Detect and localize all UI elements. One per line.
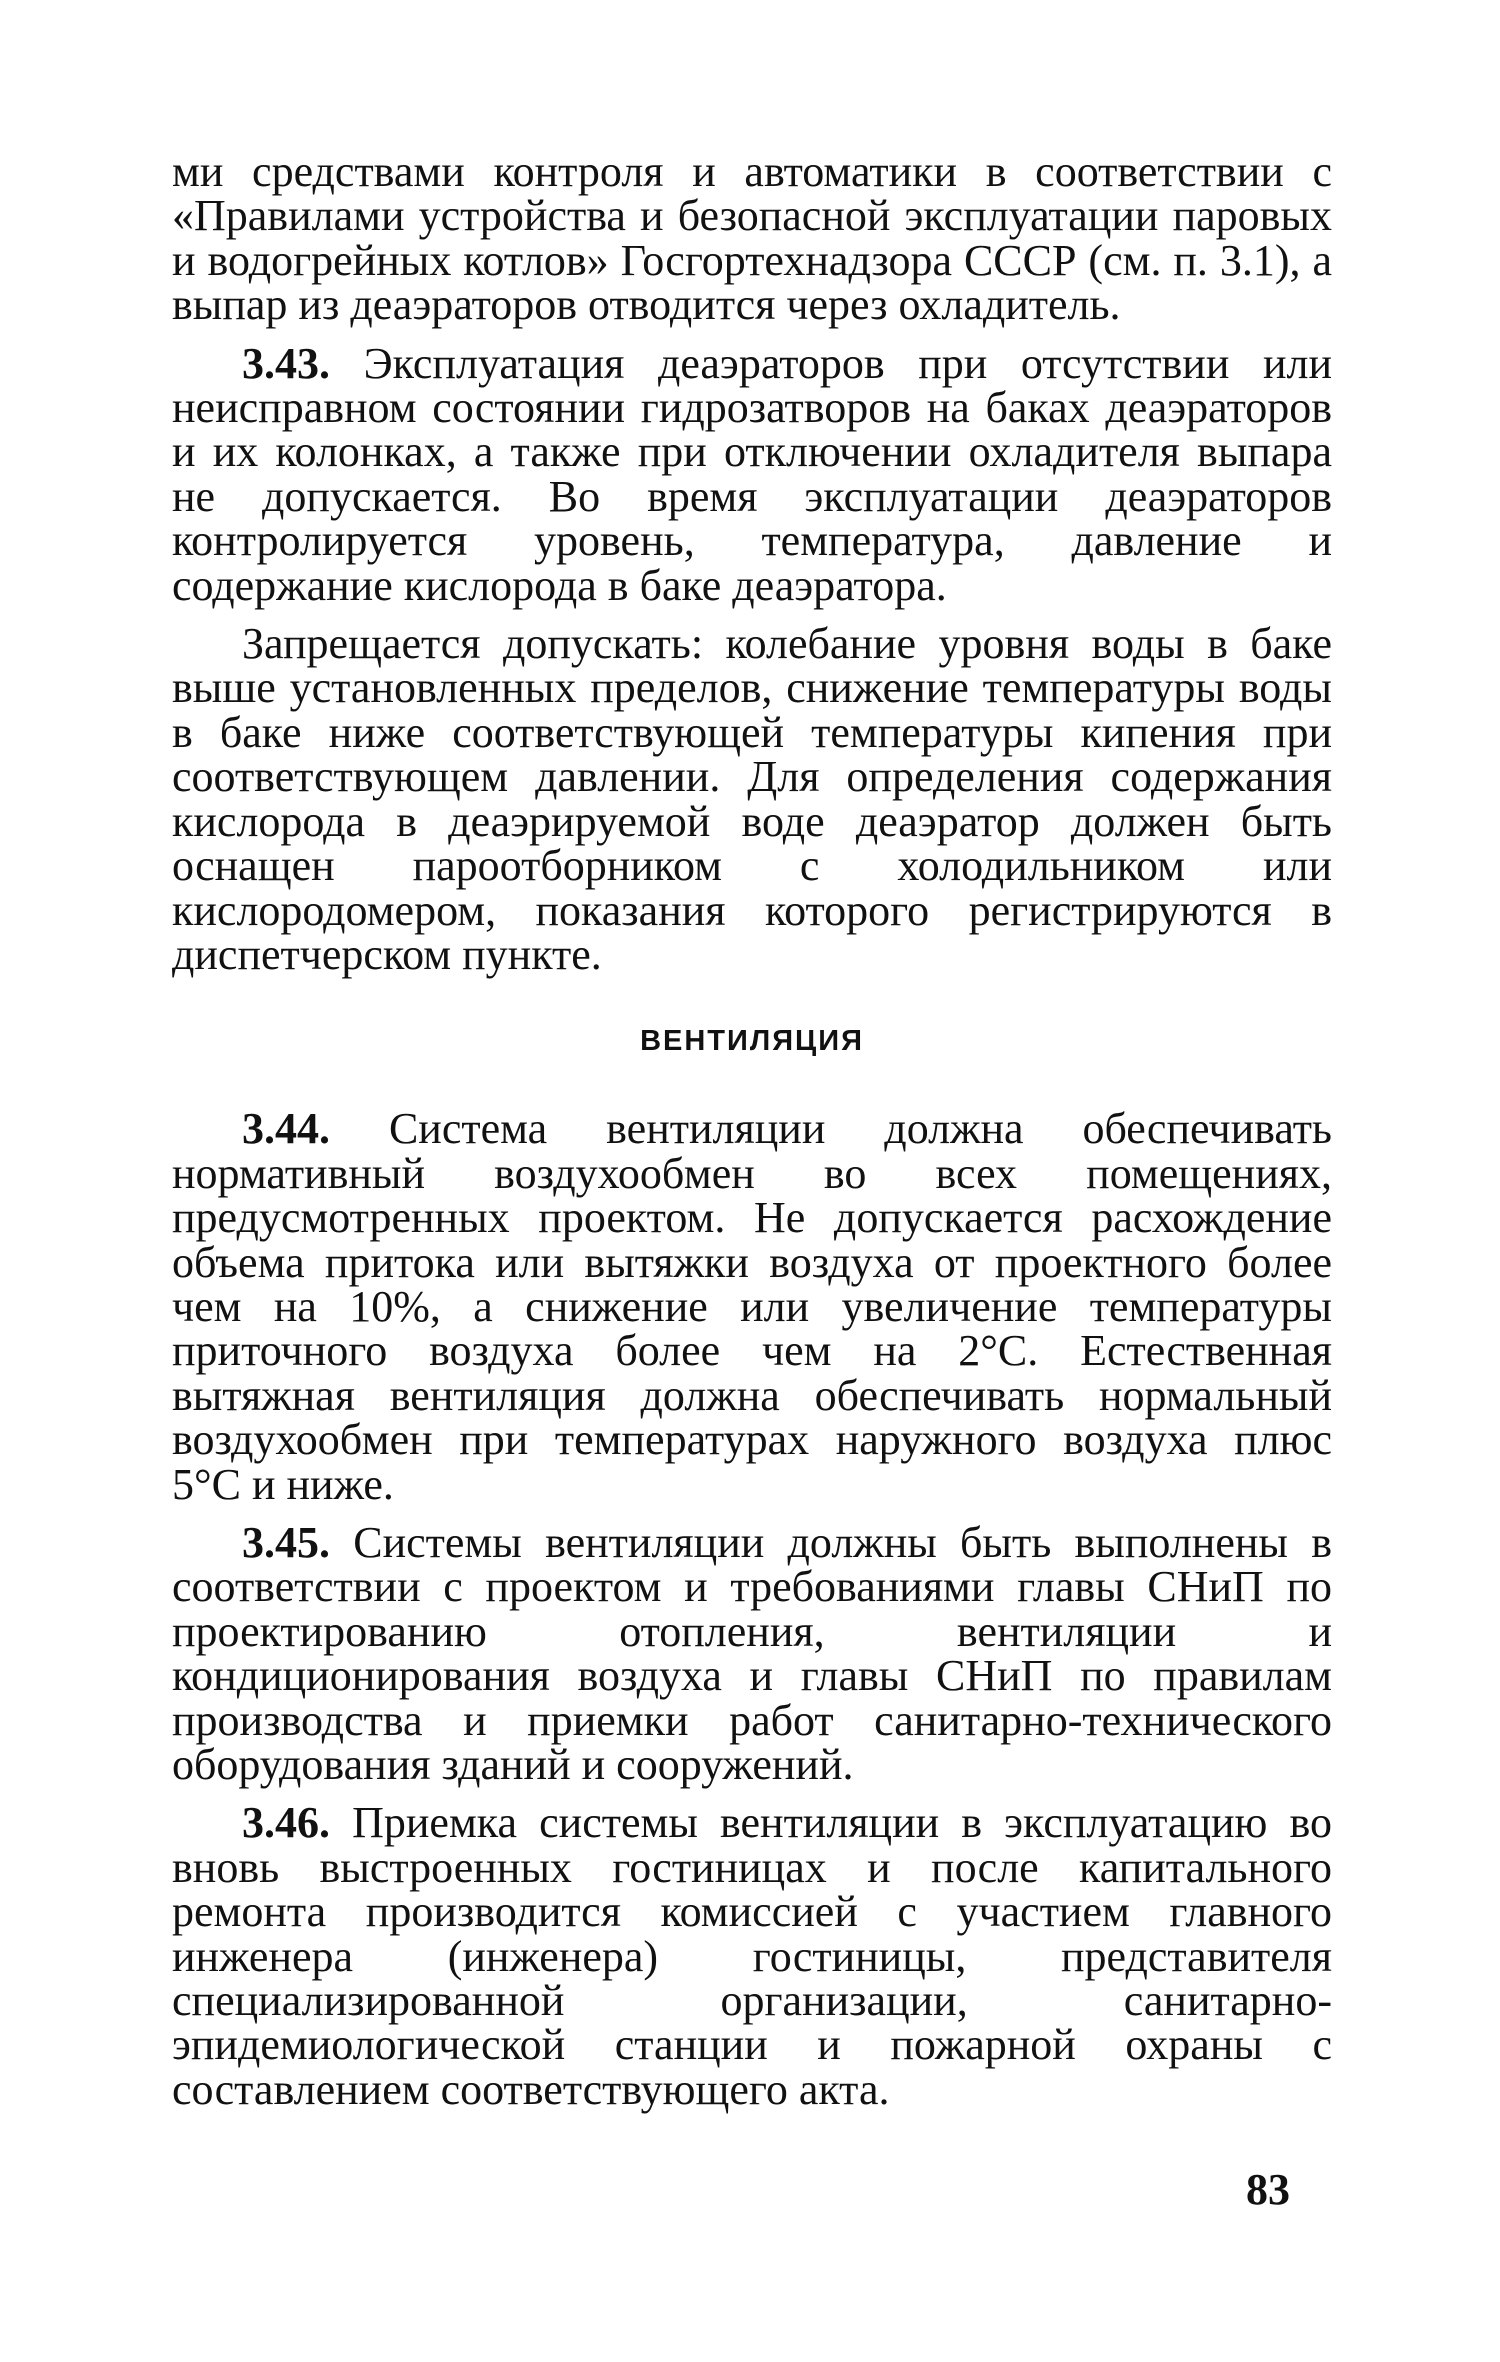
- clause-3-43-continued: [172, 619, 1332, 979]
- clause-3-44: [172, 1104, 1332, 1509]
- clause-3-46: [172, 1798, 1332, 2114]
- clause-number: 3.46.: [242, 1798, 330, 1848]
- page-number: 83: [1246, 2165, 1290, 2214]
- clause-3-43: [172, 338, 1333, 610]
- clause-text: Система вентиляции должна обеспечивать нормативный воздухообмен во всех помещениях, предусмотренных проектом. Не допускается расхождение объема притока или вытяжки воздуха от проектного более чем на 10%, а снижение или увеличение температуры приточного воздуха более чем на 2°С. Естественная вытяжная вентиляция должна обеспечивать нормальный воздухообмен при температурах наружного воздуха плюс 5°С и ниже.: [172, 1104, 1332, 1509]
- paragraph-continuation: [172, 147, 1332, 330]
- section-heading: ВЕНТИЛЯЦИЯ: [640, 1025, 864, 1058]
- clause-text: Эксплуатация деаэраторов при отсутствии или неисправном состоянии гидрозатворов на баках деаэраторов и их колонках, а также при отключении охладителя выпара не допускается. Во время эксплуатации деаэраторов контролируется уровень, температура, давление и содержание кислорода в баке деаэратора.: [172, 338, 1333, 610]
- clause-text: Системы вентиляции должны быть выполнены в соответствии с проектом и требованиями главы СНиП по проектированию отопления, вентиляции и кондиционирования воздуха и главы СНиП по правилам производства и приемки работ санитарно-технического оборудования зданий и сооружений.: [172, 1517, 1332, 1789]
- clause-text: Запрещается допускать: колебание уровня воды в баке выше установленных пределов, снижение температуры воды в баке ниже соответствующей температуры кипения при соответствующем давлении. Для определения содержания кислорода в деаэрируемой воде деаэратор должен быть оснащен пароотборником с холодильником или кислородомером, показания которого регистрируются в диспетчерском пункте.: [172, 619, 1332, 979]
- clause-text: Приемка системы вентиляции в эксплуатацию во вновь выстроенных гостиницах и после капитального ремонта производится комиссией с участием главного инженера (инженера) гостиницы, представителя специализированной организации, санитарно-эпидемиологической станции и пожарной охраны с составлением соответствующего акта.: [172, 1798, 1332, 2114]
- clause-number: 3.45.: [242, 1517, 330, 1567]
- clause-number: 3.43.: [242, 338, 330, 388]
- page-body: [172, 147, 1333, 2114]
- clause-3-45: [172, 1517, 1332, 1789]
- clause-number: 3.44.: [242, 1104, 330, 1154]
- paragraph-text: ми средствами контроля и автоматики в соответствии с «Правилами устройства и безопасной эксплуатации паровых и водогрейных котлов» Госгортехнадзора СССР (см. п. 3.1), а выпар из деаэраторов отводится через охладитель.: [172, 147, 1332, 330]
